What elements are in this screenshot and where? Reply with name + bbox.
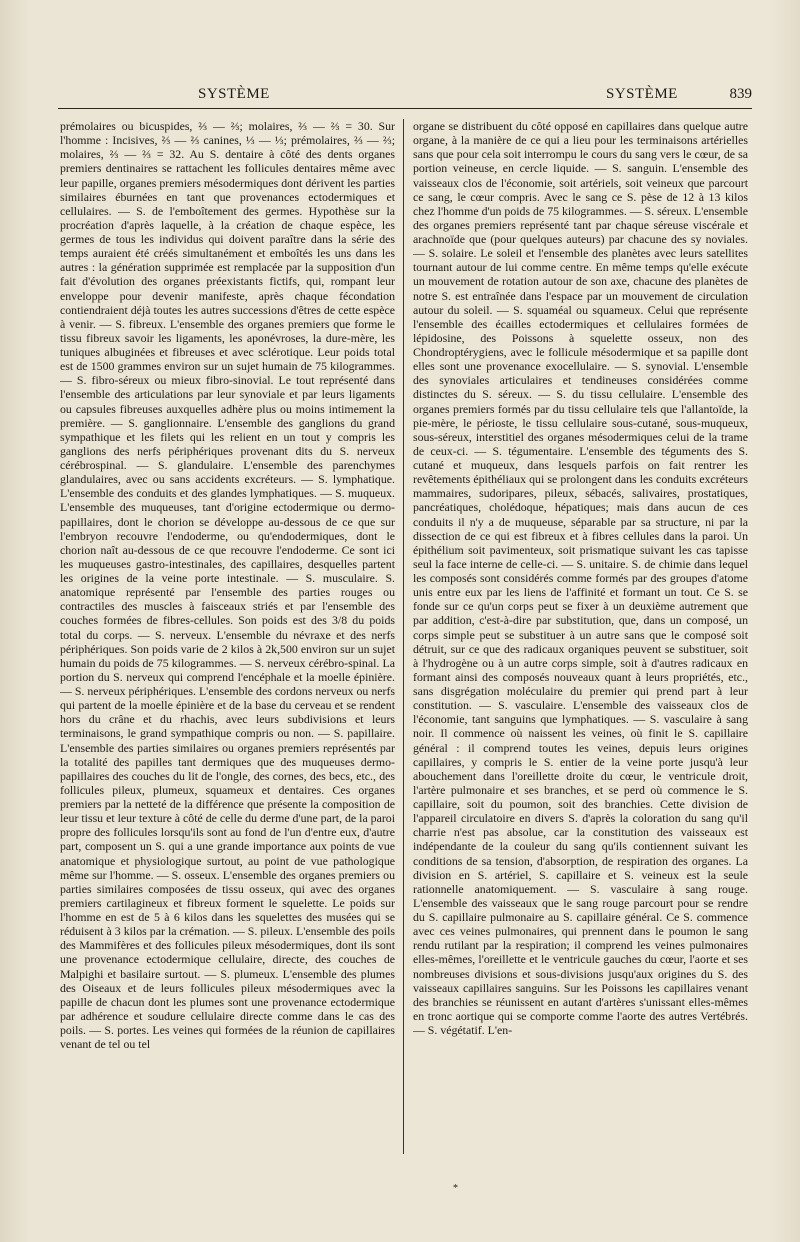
right-column [413,119,748,1154]
left-column [60,119,395,1154]
left-column-text: prémolaires ou bicuspides, ⅔ — ⅔; molaires, ⅔ — ⅔ = 30. Sur l'homme : Incisives, ⅔ — ⅔ canines, ⅓ — ⅓; prémolaires, ⅔ — ⅔; molaires, ⅔ — ⅔ = 32. Au S. dentaire à côté des dents organes premiers dentinaires se rattachent les follicules dentaires même avec leur papille, organes premiers mésodermiques dont dérivent les parties similaires éburnées en tant que provenances ectodermiques et cellulaires. — S. de l'emboîtement des germes. Hypothèse sur la procréation d'après laquelle, à la création de chaque espèce, les germes de tous les individus qui doivent paraître dans la série des temps auraient été créés simultanément et emboîtés les uns dans les autres : la génération supprimée est remplacée par la supposition d'un fait d'évolution des organes préexistants fictifs, qui, rompant leur enveloppe pour devenir manifeste, après chaque fécondation contiendraient déjà toutes les autres successions d'êtres de cette espèce à venir. — S. fibreux. L'ensemble des organes premiers que forme le tissu fibreux savoir les ligaments, les aponévroses, la dure-mère, les tuniques albuginées et fibreuses et avec sclérotique. Leur poids total est de 1500 grammes environ sur un sujet humain de 75 kilogrammes. — S. fibro-séreux ou mieux fibro-sinovial. Le tout représenté dans l'ensemble des articulations par leur synoviale et par leurs ligaments ou capsules fibreuses auxquelles adhère plus ou moins intimement la première. — S. ganglionnaire. L'ensemble des ganglions du grand sympathique et les filets qui les relient en un tout y compris les ganglions des nerfs périphériques provenant dits du S. nerveux cérébrospinal. — S. glandulaire. L'ensemble des parenchymes glandulaires, avec ou sans accidents excréteurs. — S. lymphatique. L'ensemble des conduits et des glandes lymphatiques. — S. muqueux. L'ensemble des muqueuses, tant d'origine ectodermique ou dermo-papillaires, dont le chorion se développe au-dessous de ce que sur l'embryon recouvre l'endoderme, ou qu'endodermiques, dont le chorion naît au-dessous de ce que recouvre l'endoderme. Ce sont ici les muqueuses gastro-intestinales, des capillaires, desquelles partent les origines de la veine porte intestinale. — S. musculaire. S. anatomique représenté par l'ensemble des parties rouges ou contractiles des muscles à faisceaux striés et par l'ensemble des couches formées de fibres-cellules. Son poids est des 3/8 du poids total du corps. — S. nerveux. L'ensemble du névraxe et des nerfs périphériques. Son poids varie de 2 kilos à 2k,500 environ sur un sujet humain du poids de 75 kilogrammes. — S. nerveux cérébro-spinal. La portion du S. nerveux qui comprend l'encéphale et la moelle épinière. — S. nerveux périphériques. L'ensemble des cordons nerveux ou nerfs qui partent de la moelle épinière et de la base du cerveau et se rendent hors du crâne et du rhachis, avec leurs subdivisions et leurs terminaisons, le grand sympathique compris ou non. — S. papillaire. L'ensemble des parties similaires ou organes premiers représentés par la totalité des papilles tant dermiques que des muqueuses dermo-papillaires des couches du lit de l'ongle, des cornes, des becs, etc., des follicules pileux, plumeux, squameux et dentaires. Ces organes premiers par la netteté de la différence que présente la composition de leur tissu et leur texture à côté de celle du derme d'une part, de la paroi propre des follicules lorsqu'ils sont au fond de l'un d'entre eux, d'autre part, composent un S. qui a une grande importance aux points de vue anatomique et physiologique surtout, au point de vue pathologique même sur l'homme. — S. osseux. L'ensemble des organes premiers ou parties similaires composées de tissu osseux, qui avec des organes premiers cartilagineux et fibreux forment le squelette. Le poids sur l'homme en est de 5 à 6 kilos dans les squelettes des musées qui se réduisent à 3 kilos par la crémation. — S. pileux. L'ensemble des poils des Mammifères et des follicules pileux mésodermiques, dont ils sont une provenance ectodermique cellulaire, directe, des couches de Malpighi et basilaire surtout. — S. plumeux. L'ensemble des plumes des Oiseaux et de leurs follicules pileux mésodermiques avec la papille de chacun dont les plumes sont une provenance ectodermique par adhérence et soudure cellulaire directe comme dans le cas des poils. — S. portes. Les veines qui formées de la réunion de capillaires venant de tel ou tel [60,119,395,1052]
page-number: 839 [729,86,752,102]
header-rule [58,108,752,109]
column-divider [403,119,404,1154]
footer-mark: * [453,1183,458,1194]
header-left-title: SYSTÈME [198,86,270,102]
header-right-title: SYSTÈME [606,86,678,102]
running-header [58,86,752,108]
right-column-text: organe se distribuent du côté opposé en capillaires dans quelque autre organe, à la manière de ce qui a lieu pour les terminaisons artérielles sans que pour cela soit interrompu le cours du sang vers le cœur, de sa portion veineuse, en cercle liquide. — S. sanguin. L'ensemble des vaisseaux clos de l'économie, soit artériels, soit veineux que parcourt ce sang, le cœur compris. Avec le sang ce S. pèse de 12 à 13 kilos chez l'homme d'un poids de 75 kilogrammes. — S. séreux. L'ensemble des organes premiers représenté tant par chaque séreuse viscérale et arachnoïde que (pour quelques auteurs) par chacune des sy noviales. — S. solaire. Le soleil et l'ensemble des planètes avec leurs satellites tournant autour de lui comme centre. En même temps qu'elle exécute un mouvement de rotation autour de son axe, chacune des planètes de notre S. est entraînée dans l'espace par un mouvement de circulation autour du soleil. — S. squaméal ou squameux. Celui que représente l'ensemble des écailles ectodermiques et cellulaires formées de lépidosine, des Poissons à squelette osseux, non des Chondroptérygiens, avec le follicule mésodermique et sa papille dont elles sont une provenance exocellulaire. — S. synovial. L'ensemble des synoviales articulaires et tendineuses considérées comme distinctes du S. séreux. — S. du tissu cellulaire. L'ensemble des organes premiers formés par du tissu cellulaire tels que l'allantoïde, la pie-mère, le périoste, le tissu cellulaire sous-cutané, sous-muqueux, sous-séreux, interstitiel des organes mésodermiques celui de la trame de ceux-ci. — S. tégumentaire. L'ensemble des téguments des S. cutané et muqueux, dans lesquels parfois on fait rentrer les revêtements épithéliaux qui se prolongent dans les conduits excréteurs mammaires, sudoripares, pileux, sébacés, salivaires, prostatiques, pancréatiques, cholédoque, hépatiques; mais dans aucun de ces conduits il n'y a de muqueuse, séparable par sa structure, ni par la dissection de ce qui est fibreux et à fibres cellules dans la paroi. Un épithélium soit pavimenteux, soit prismatique suivant les cas tapisse seul la face interne de celle-ci. — S. unitaire. S. de chimie dans lequel les composés sont considérés comme formés par des groupes d'atome unis entre eux par les liens de l'affinité et formant un tout. Ce S. se fonde sur ce qu'un corps peut se fixer à un deuxième autrement que par addition, c'est-à-dire par substitution, que, dans un composé, un corps simple peut se substituer à un autre sans que le composé soit détruit, sur ce que des radicaux organiques peuvent se substituer, soit à l'hydrogène ou à un autre corps simple, soit à d'autres radicaux en formant ainsi des composés nouveaux quant à leurs propriétés, etc., sans disgrégation moléculaire du premier qui prend part à leur constitution. — S. vasculaire. L'ensemble des vaisseaux clos de l'économie, tant sanguins que lymphatiques. — S. vasculaire à sang noir. Il commence où naissent les veines, où finit le S. capillaire général : il comprend toutes les veines, depuis leurs origines capillaires, y compris le S. entier de la veine porte jusqu'à leur abouchement dans l'oreillette droite du cœur, le ventricule droit, l'artère pulmonaire et ses branches, et se perd où commence le S. capillaire, soit du poumon, soit des branchies. Cette division de l'appareil circulatoire en divers S. d'après la coloration du sang qu'il charrie n'est pas absolue, car la constitution des vaisseaux est indépendante de la couleur du sang qu'ils contiennent suivant les conditions de sa tension, d'absorption, de respiration des organes. La division en S. artériel, S. capillaire et S. veineux est la seule rationnelle anatomiquement. — S. vasculaire à sang rouge. L'ensemble des vaisseaux que le sang rouge parcourt pour se rendre du S. capillaire pulmonaire au S. capillaire général. Ce S. commence avec ces veines pulmonaires, qui prennent dans le poumon le sang rendu rutilant par la respiration; il comprend les veines pulmonaires elles-mêmes, l'oreillette et le ventricule gauches du cœur, l'aorte et ses nombreuses divisions et sous-divisions jusqu'aux origines du S. des vaisseaux capillaires sanguins. Sur les Poissons les capillaires venant des branchies se réunissent en autant d'artères s'unissant elles-mêmes en tronc aortique qui se comporte comme l'aorte des autres Vertébrés. — S. végétatif. L'en- [413,119,748,1037]
